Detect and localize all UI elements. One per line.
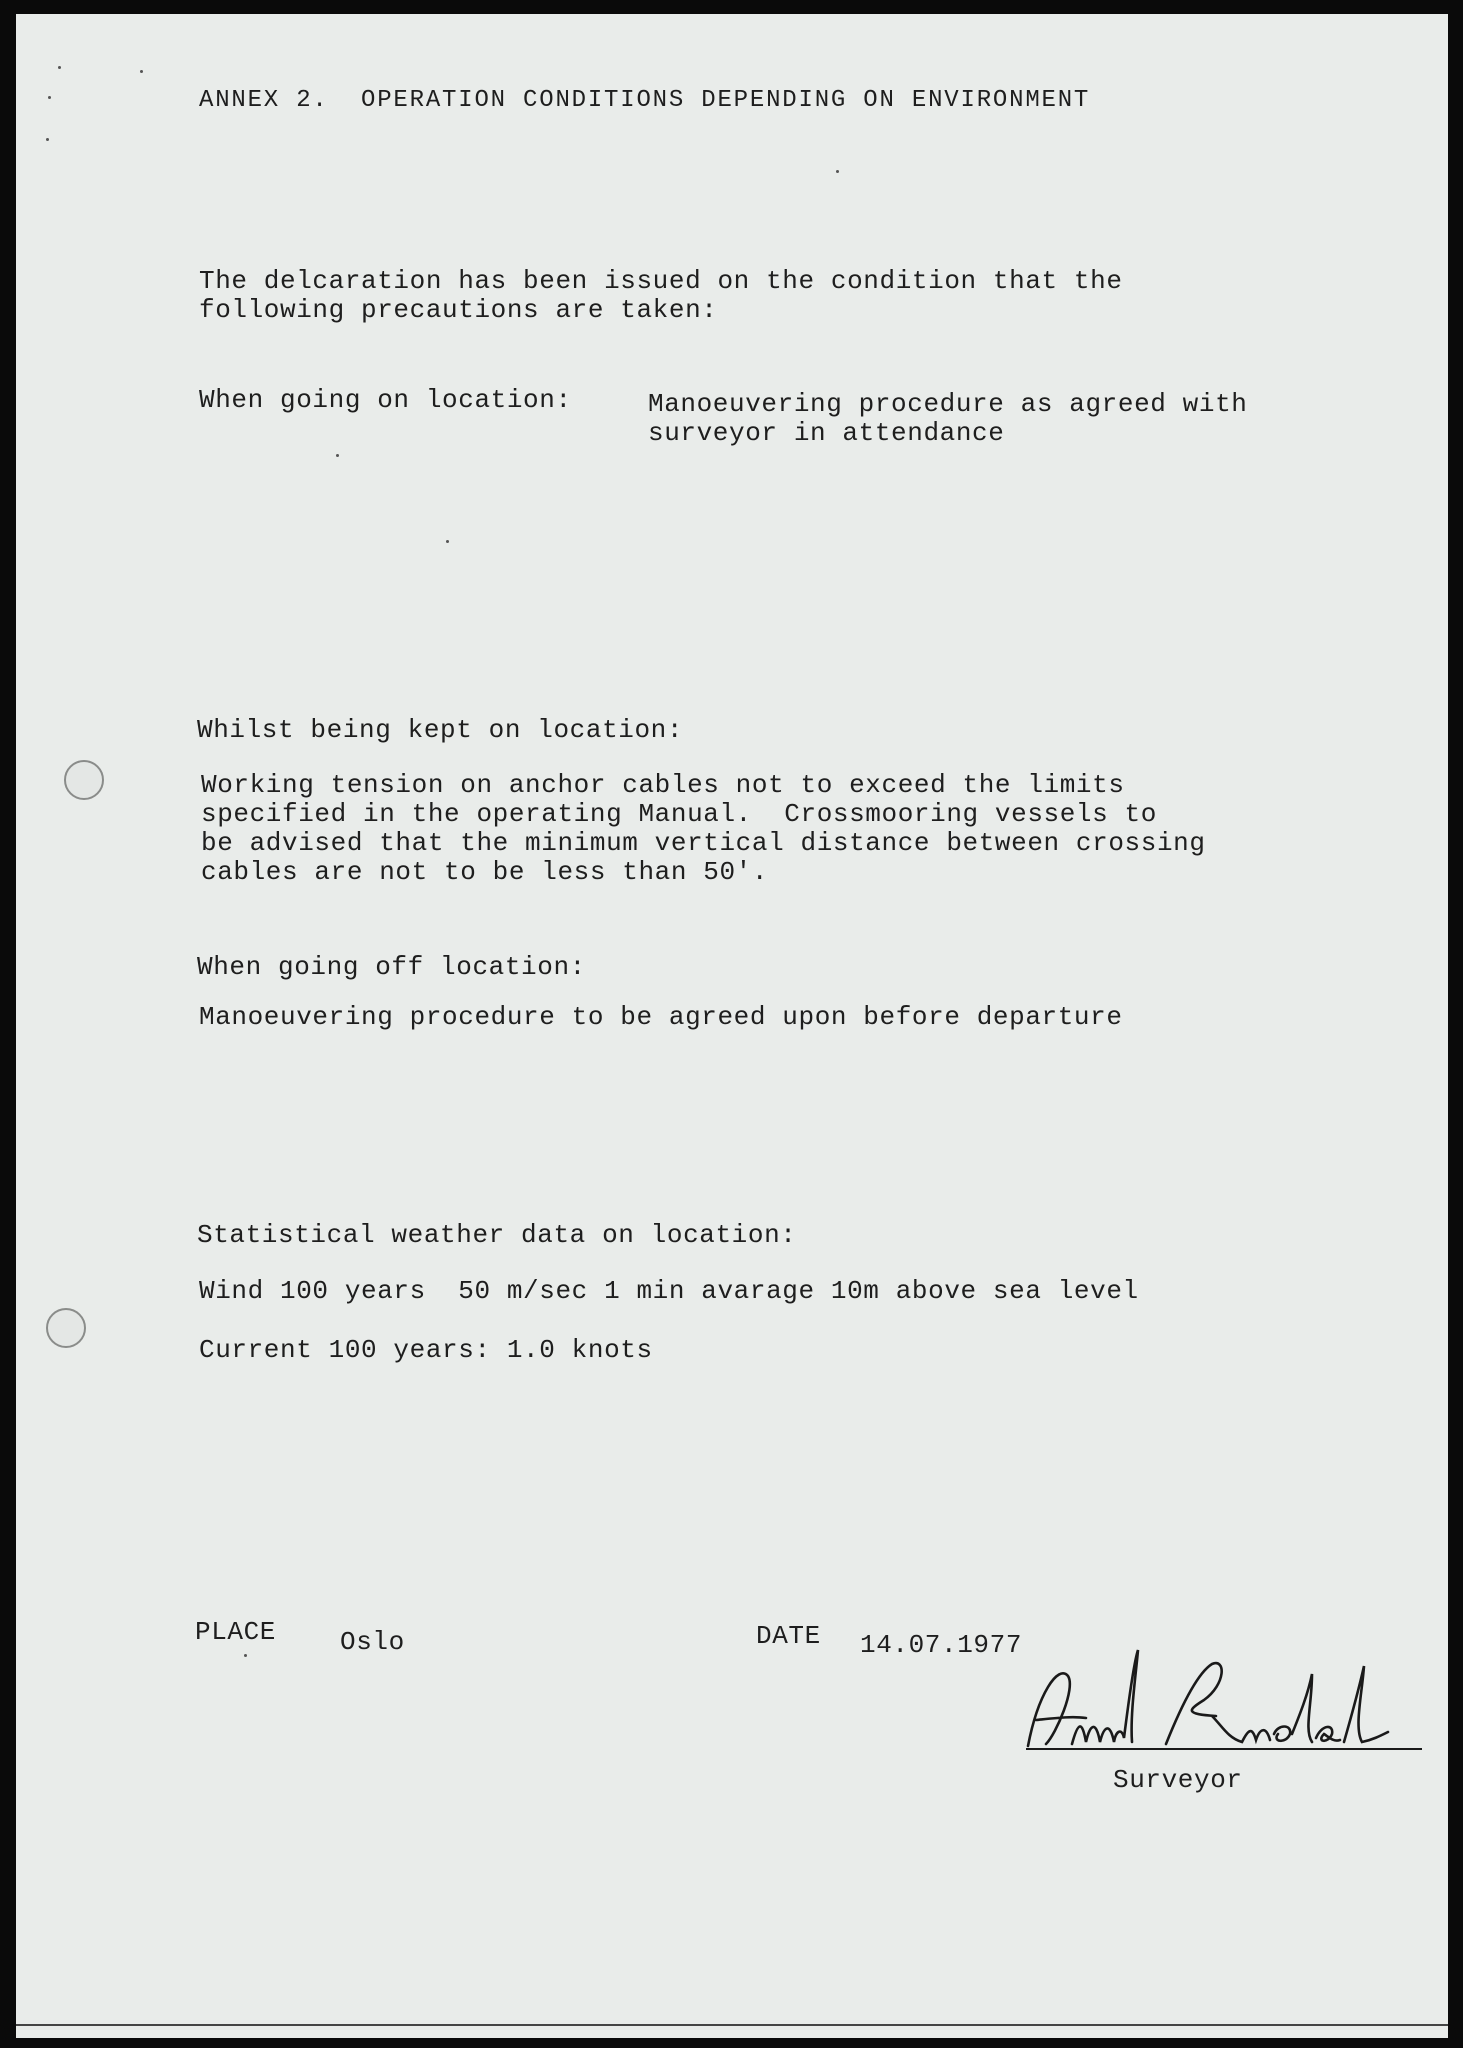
scan-speck	[446, 540, 449, 543]
scan-speck	[58, 66, 61, 69]
kept-on-line-1: Working tension on anchor cables not to exceed the limits	[201, 770, 1125, 800]
scan-speck	[140, 70, 143, 73]
page-bottom-edge	[16, 2024, 1448, 2026]
weather-current: Current 100 years: 1.0 knots	[199, 1335, 653, 1365]
signature-line	[1026, 1748, 1422, 1750]
kept-on-line-2: specified in the operating Manual. Crossmooring vessels to	[201, 799, 1157, 829]
place-label: PLACE	[195, 1617, 277, 1647]
scan-speck	[48, 96, 51, 99]
scan-speck	[244, 1654, 247, 1657]
date-value: 14.07.1977	[860, 1630, 1023, 1660]
kept-on-line-4: cables are not to be less than 50'.	[201, 857, 769, 887]
going-on-heading: When going on location:	[199, 385, 572, 415]
surveyor-role: Surveyor	[1113, 1765, 1243, 1795]
going-off-line-1: Manoeuvering procedure to be agreed upon before departure	[199, 1002, 1123, 1032]
scan-speck	[336, 454, 339, 457]
intro-line-1: The delcaration has been issued on the condition that the	[199, 266, 1123, 296]
annex-title: ANNEX 2. OPERATION CONDITIONS DEPENDING ON ENVIRONMENT	[199, 87, 1091, 114]
date-label: DATE	[756, 1621, 821, 1651]
going-on-line-2: surveyor in attendance	[648, 418, 1005, 448]
kept-on-heading: Whilst being kept on location:	[197, 715, 684, 745]
going-off-heading: When going off location:	[197, 952, 586, 982]
document-page	[16, 14, 1448, 2038]
kept-on-line-3: be advised that the minimum vertical distance between crossing	[201, 828, 1206, 858]
weather-wind: Wind 100 years 50 m/sec 1 min avarage 10m above sea level	[199, 1276, 1139, 1306]
weather-heading: Statistical weather data on location:	[197, 1220, 797, 1250]
surveyor-signature	[1016, 1634, 1436, 1774]
scan-speck	[46, 138, 49, 141]
scan-speck	[836, 170, 839, 173]
going-on-line-1: Manoeuvering procedure as agreed with	[648, 389, 1248, 419]
place-value: Oslo	[340, 1627, 405, 1657]
punch-hole-lower	[46, 1308, 86, 1348]
punch-hole-upper	[64, 760, 104, 800]
intro-line-2: following precautions are taken:	[199, 295, 718, 325]
